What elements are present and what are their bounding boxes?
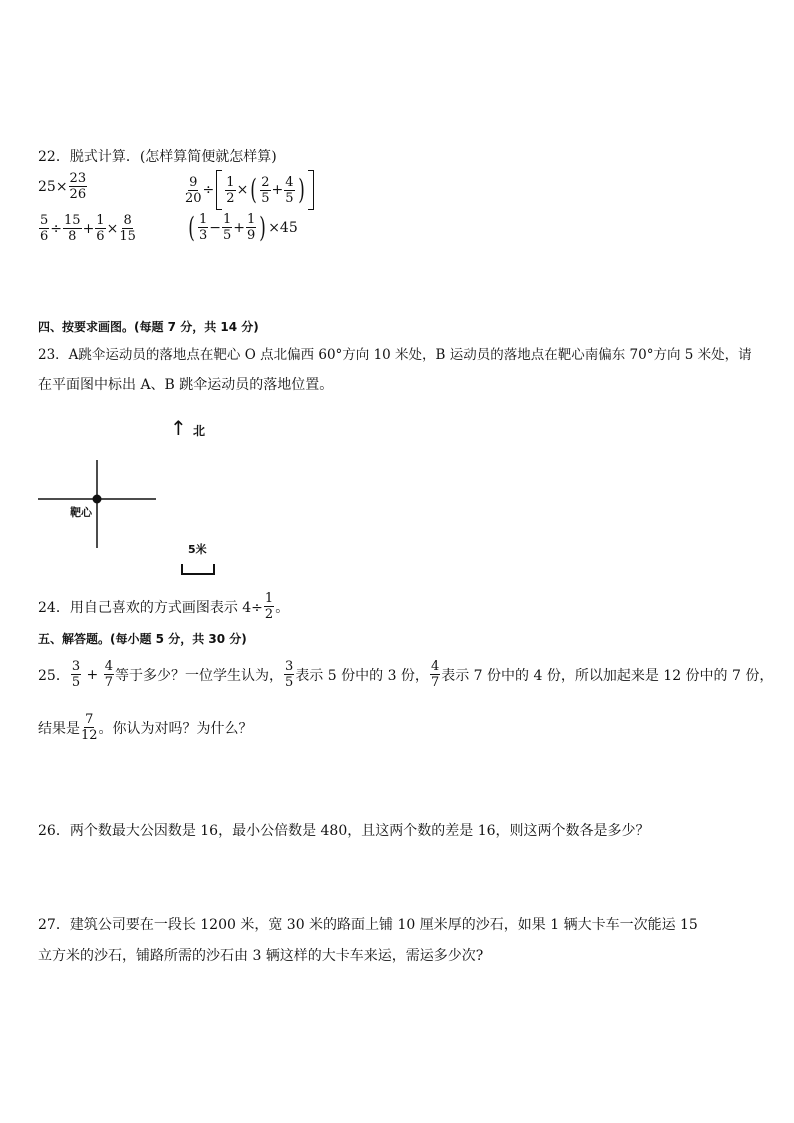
right-paren: ) bbox=[297, 173, 305, 206]
right-square-bracket bbox=[308, 170, 314, 210]
q22-expr-1: 25× $\frac{23}{26}$ bbox=[38, 171, 87, 202]
q22-expr-2: $\frac{9}{20}$ ÷ $\frac{1}{2}$ × ( $\frac{2}{5}$ + $\frac{4}{5}$ ) bbox=[184, 170, 316, 210]
q26-text: 26．两个数最大公因数是 16，最小公倍数是 480，且这两个数的差是 16，则这两个数各是多少？ bbox=[38, 823, 650, 839]
q27-line-1: 27．建筑公司要在一段长 1200 米，宽 30 米的路面上铺 10 厘米厚的沙石，如果 1 辆大卡车一次能运 15 bbox=[38, 917, 698, 933]
q25-line-1: 25． $\frac{3}{5}$ + $\frac{4}{7}$ 等于多少？一位学生认为， $\frac{3}{5}$ 表示 5 份中的 3 份， $\frac{4}{7}$ 表示 7 份中的 4 份，所以加起来是 12 份中的 7 份， bbox=[38, 659, 774, 690]
fraction: $\frac{15}{8}$ bbox=[64, 213, 81, 244]
q23-line-1: 23．A跳伞运动员的落地点在靶心 O 点北偏西 60°方向 10 米处，B 运动员的落地点在靶心南偏东 70°方向 5 米处，请 bbox=[38, 347, 752, 363]
fraction: $\frac{2}{5}$ bbox=[261, 174, 270, 206]
fraction: $\frac{3}{5}$ bbox=[285, 659, 294, 690]
fraction: $\frac{9}{20}$ bbox=[185, 174, 202, 206]
q27-line-2: 立方米的沙石，铺路所需的沙石由 3 辆这样的大卡车来运，需运多少次? bbox=[38, 948, 484, 964]
fraction: $\frac{1}{5}$ bbox=[222, 212, 232, 243]
section-4-title: 四、按要求画图。(每题 7 分，共 14 分) bbox=[38, 320, 259, 334]
fraction: $\frac{1}{9}$ bbox=[246, 212, 256, 243]
section-5-title: 五、解答题。(每小题 5 分，共 30 分) bbox=[38, 632, 247, 646]
target-center-label: 靶心 bbox=[70, 506, 92, 519]
right-paren: ) bbox=[259, 210, 266, 244]
left-paren: ( bbox=[188, 210, 195, 244]
fraction: $\frac{8}{15}$ bbox=[119, 213, 136, 244]
fraction: $\frac{4}{7}$ bbox=[430, 659, 440, 690]
fraction: $\frac{7}{12}$ bbox=[81, 712, 98, 743]
q24-line: 24．用自己喜欢的方式画图表示 4÷ $\frac{1}{2}$ 。 bbox=[38, 591, 290, 622]
scale-bar bbox=[182, 564, 214, 574]
fraction: $\frac{1}{2}$ bbox=[264, 591, 274, 622]
left-square-bracket bbox=[216, 170, 222, 210]
fraction: $\frac{1}{2}$ bbox=[226, 174, 235, 206]
fraction: $\frac{5}{6}$ bbox=[40, 213, 49, 244]
fraction: $\frac{4}{7}$ bbox=[104, 659, 114, 690]
left-paren: ( bbox=[250, 173, 258, 206]
q22-stem: 22．脱式计算．(怎样算简便就怎样算) bbox=[38, 149, 277, 165]
scale-label: 5米 bbox=[188, 543, 207, 556]
q22-expr-4: ( $\frac{1}{3}$ − $\frac{1}{5}$ + $\frac{1}{9}$ ) ×45 bbox=[188, 210, 298, 244]
fraction: $\frac{23}{26}$ bbox=[69, 171, 87, 202]
fraction: $\frac{1}{6}$ bbox=[96, 213, 105, 244]
q23-line-2: 在平面图中标出 A、B 跳伞运动员的落地位置。 bbox=[38, 377, 334, 393]
north-arrow-icon: ↑ bbox=[170, 416, 187, 440]
fraction: $\frac{4}{5}$ bbox=[285, 174, 294, 206]
target-center-dot bbox=[93, 495, 102, 504]
fraction: $\frac{1}{3}$ bbox=[198, 212, 208, 243]
fraction: $\frac{3}{5}$ bbox=[71, 659, 81, 690]
north-label: 北 bbox=[193, 424, 206, 438]
q25-line-2: 结果是 $\frac{7}{12}$ 。你认为对吗？为什么？ bbox=[38, 712, 253, 743]
q22-expr-3: $\frac{5}{6}$ ÷ $\frac{15}{8}$ + $\frac{1}{6}$ × $\frac{8}{15}$ bbox=[40, 213, 136, 244]
